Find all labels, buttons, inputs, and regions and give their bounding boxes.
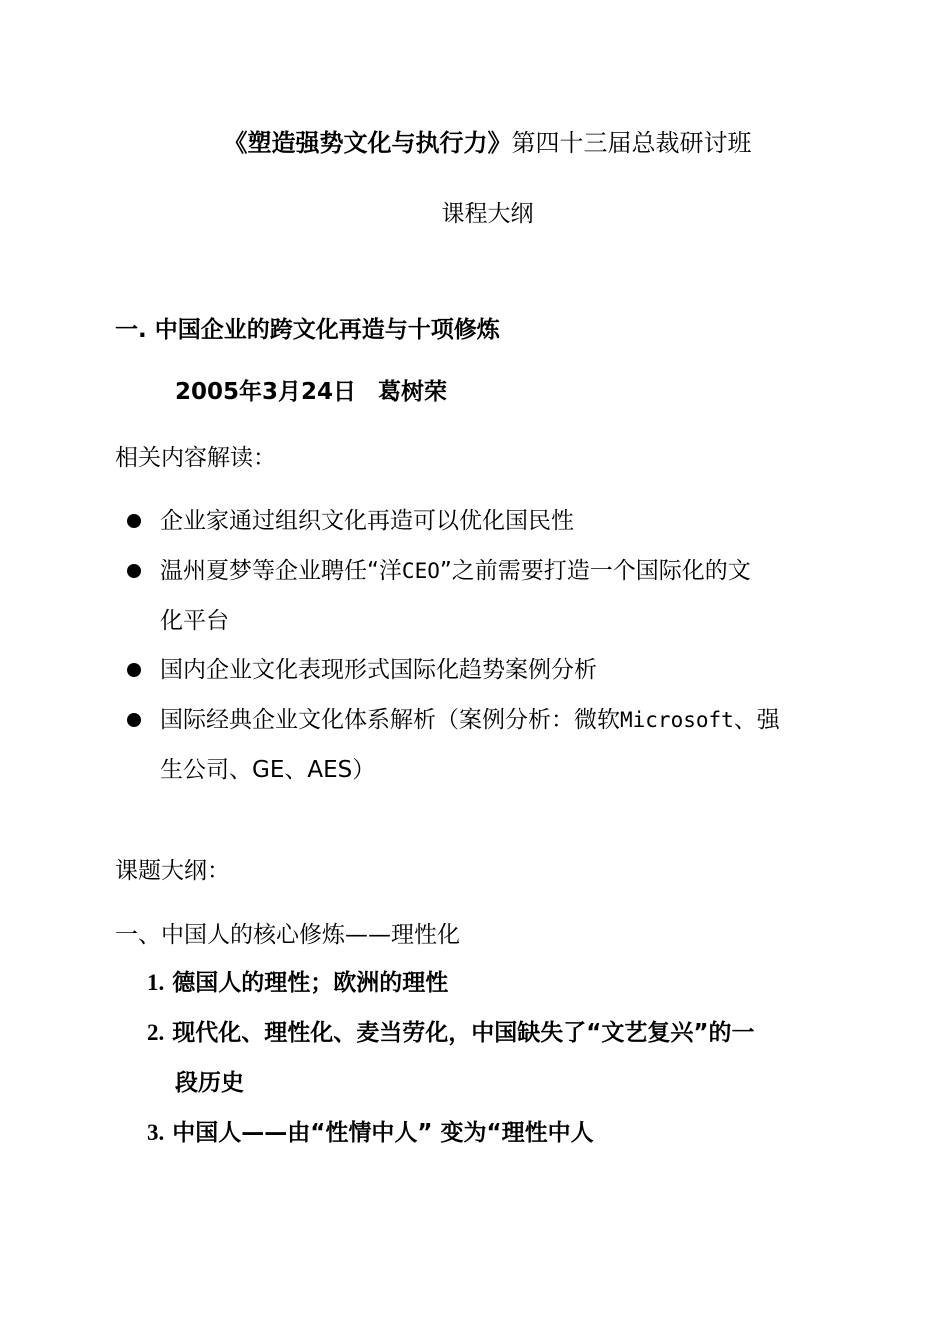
document-subtitle: 课程大纲 xyxy=(441,201,534,227)
bullet-item-4-part-b: 、强 xyxy=(733,707,780,733)
bullet-item-2 xyxy=(160,556,751,586)
bullet-item-4-part-a: 国际经典企业文化体系解析（案例分析：微软 xyxy=(160,707,620,733)
title-rest-part: 第四十三届总裁研讨班 xyxy=(511,129,752,157)
bullet-item-4-continued: 生公司、GE、AES） xyxy=(160,757,376,783)
bullet-item-2-continued: 化平台 xyxy=(160,608,229,634)
outline-chapter-1: 一、中国人的核心修炼——理性化 xyxy=(115,922,460,948)
outline-label: 课题大纲： xyxy=(115,858,230,884)
outline-item-2 xyxy=(147,1018,755,1048)
bullet-dot-icon xyxy=(127,564,141,578)
outline-item-1 xyxy=(147,968,448,998)
bullet-dot-icon xyxy=(127,663,141,677)
bullet-dot-icon xyxy=(127,514,141,528)
section-heading: 一. 中国企业的跨文化再造与十项修炼 xyxy=(115,317,500,343)
document-title xyxy=(0,128,950,158)
outline-item-3-text: 中国人——由“性情中人” 变为“理性中人 xyxy=(172,1120,594,1146)
outline-item-1-number: 1. xyxy=(147,970,165,995)
related-content-label: 相关内容解读： xyxy=(115,445,276,471)
outline-item-1-text: 德国人的理性；欧洲的理性 xyxy=(172,970,449,996)
outline-item-2-text: 现代化、理性化、麦当劳化，中国缺失了“文艺复兴”的一 xyxy=(172,1020,755,1046)
bullet-item-4 xyxy=(160,705,780,735)
session-date: 2005年3月24日 xyxy=(175,379,357,405)
session-speaker: 葛树荣 xyxy=(378,379,448,405)
outline-item-3-number: 3. xyxy=(147,1120,165,1145)
bullet-item-2-part-b: ”之前需要打造一个国际化的文 xyxy=(439,558,751,584)
bullet-dot-icon xyxy=(127,713,141,727)
outline-item-3 xyxy=(147,1118,594,1148)
bullet-item-3: 国内企业文化表现形式国际化趋势案例分析 xyxy=(160,657,597,683)
bullet-item-4-microsoft: Microsoft xyxy=(620,708,734,732)
bullet-item-1: 企业家通过组织文化再造可以优化国民性 xyxy=(160,508,574,534)
session-date-speaker xyxy=(175,377,447,407)
bullet-item-2-ceo: CEO xyxy=(401,559,440,583)
title-bold-part: 《塑造强势文化与执行力》 xyxy=(223,129,512,157)
outline-item-2-number: 2. xyxy=(147,1020,165,1045)
outline-item-2-continued: 段历史 xyxy=(175,1070,244,1096)
bullet-item-2-part-a: 温州夏梦等企业聘任“洋 xyxy=(160,558,402,584)
